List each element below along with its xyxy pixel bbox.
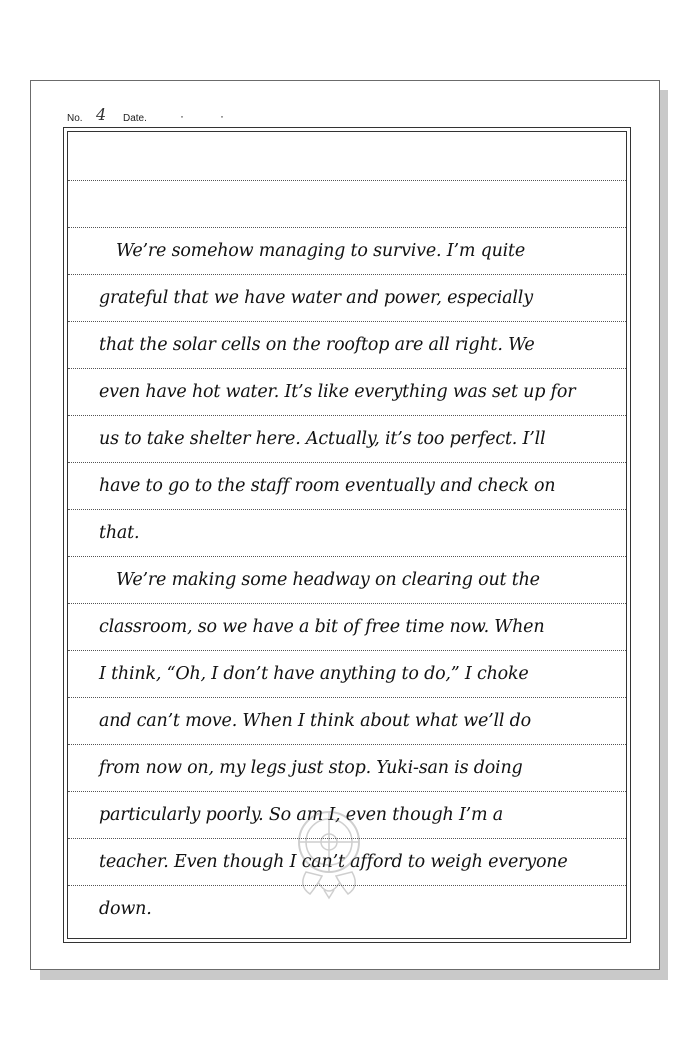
date-separator: · bbox=[180, 109, 184, 123]
ruled-line bbox=[68, 509, 626, 510]
ruled-line bbox=[68, 603, 626, 604]
ruled-line bbox=[68, 791, 626, 792]
ruled-line bbox=[68, 227, 626, 228]
text-line: We’re making some headway on clearing out the bbox=[116, 570, 540, 590]
text-line: We’re somehow managing to survive. I’m quite bbox=[116, 241, 526, 261]
ruled-line bbox=[68, 744, 626, 745]
text-line: that. bbox=[99, 523, 140, 543]
school-emblem-watermark bbox=[288, 802, 370, 902]
text-line: particularly poorly. So am I, even though I’m a bbox=[99, 805, 504, 825]
text-line: down. bbox=[99, 899, 152, 919]
text-line: classroom, so we have a bit of free time now. When bbox=[99, 617, 545, 637]
ruled-line bbox=[68, 321, 626, 322]
ruled-line bbox=[68, 180, 626, 181]
ruled-line bbox=[68, 274, 626, 275]
ruled-line bbox=[68, 650, 626, 651]
ruled-line bbox=[68, 415, 626, 416]
ruled-line bbox=[68, 556, 626, 557]
ruled-line bbox=[68, 697, 626, 698]
no-label: No. bbox=[67, 113, 83, 124]
text-line: that the solar cells on the rooftop are all right. We bbox=[99, 335, 535, 355]
page-number: 4 bbox=[96, 105, 107, 124]
text-line: teacher. Even though I can’t afford to weigh everyone bbox=[99, 852, 568, 872]
text-line: even have hot water. It’s like everything was set up for bbox=[99, 382, 576, 402]
text-line: us to take shelter here. Actually, it’s too perfect. I’ll bbox=[99, 429, 546, 449]
ruled-line bbox=[68, 368, 626, 369]
date-label: Date. bbox=[123, 113, 147, 124]
text-line: and can’t move. When I think about what we’ll do bbox=[99, 711, 532, 731]
text-line: from now on, my legs just stop. Yuki-san is doing bbox=[99, 758, 523, 778]
date-separator: · bbox=[220, 109, 224, 123]
ruled-line bbox=[68, 462, 626, 463]
text-line: I think, “Oh, I don’t have anything to do,” I choke bbox=[99, 664, 529, 684]
text-line: have to go to the staff room eventually and check on bbox=[99, 476, 556, 496]
text-line: grateful that we have water and power, especially bbox=[99, 288, 533, 308]
